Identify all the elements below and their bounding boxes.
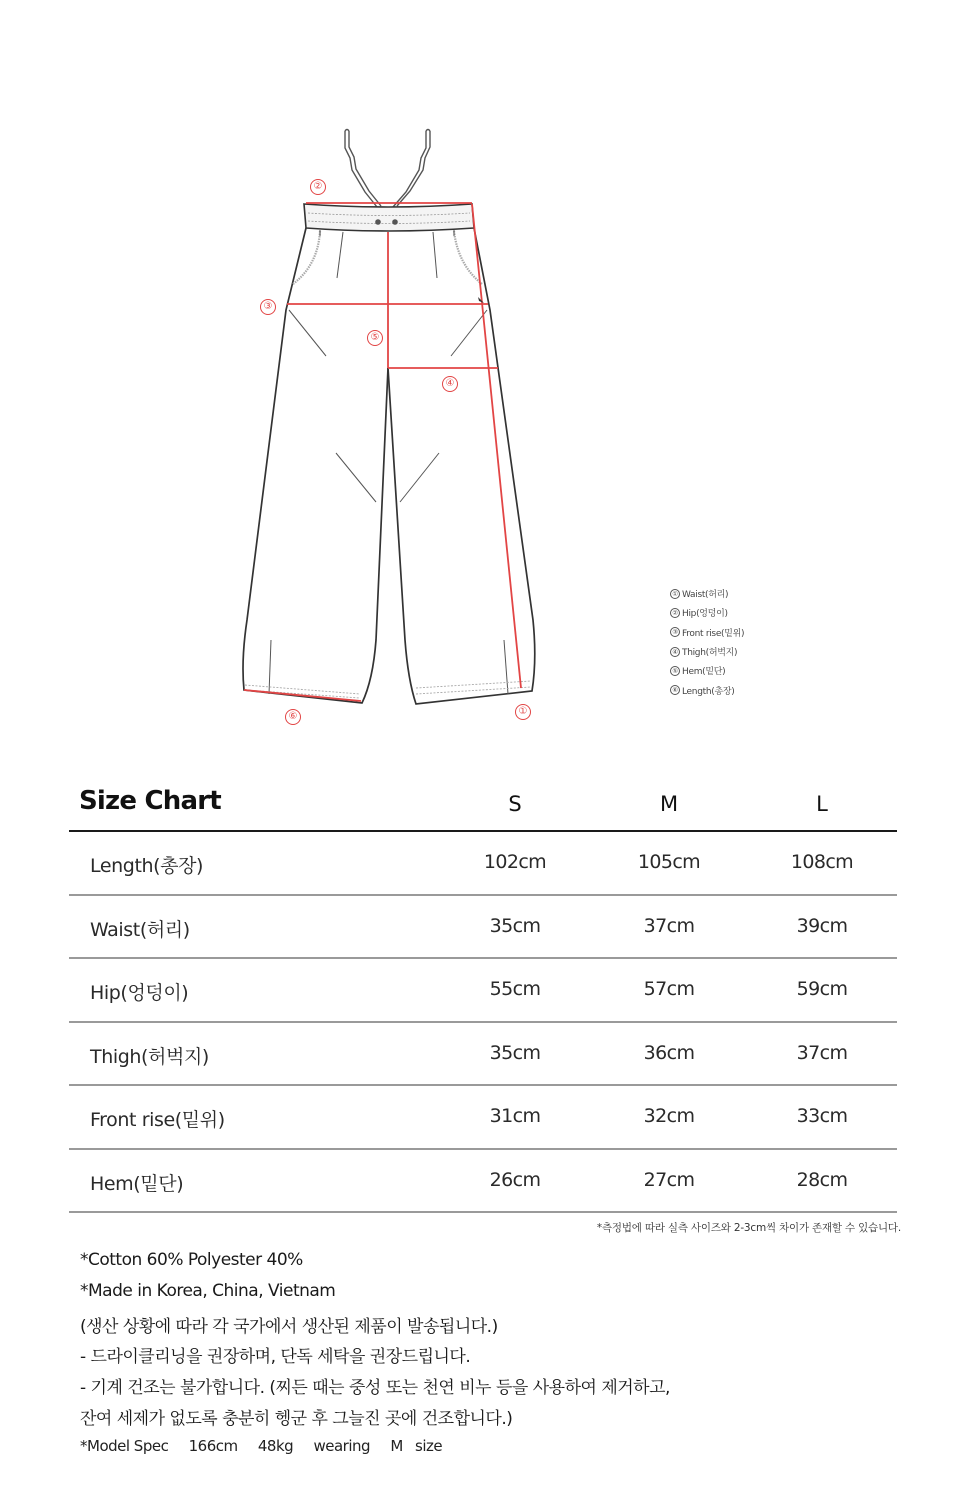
legend-item-hem: ⑤ Hem(밑단) xyxy=(670,661,744,680)
measurement-legend xyxy=(670,584,744,700)
model-size-suffix: size xyxy=(415,1436,443,1455)
row-label: Front rise(밑위) xyxy=(90,1109,225,1131)
origin-detail-note: (생산 상황에 따라 각 국가에서 생산된 제품이 발송됩니다.) xyxy=(80,1316,498,1337)
cell-s: 26cm xyxy=(489,1168,541,1191)
marker-4: ④ xyxy=(442,376,458,392)
table-row-front-rise xyxy=(69,1086,897,1150)
cell-s: 31cm xyxy=(489,1105,541,1127)
legend-item-thigh: ④ Thigh(허벅지) xyxy=(670,642,744,661)
pants-measurement-diagram xyxy=(0,0,962,740)
model-size: M xyxy=(390,1436,403,1455)
cell-m: 105cm xyxy=(637,851,701,873)
cell-s: 35cm xyxy=(489,1041,541,1064)
row-label: Thigh(허벅지) xyxy=(90,1045,209,1068)
size-chart-table xyxy=(69,780,897,1213)
cell-s: 102cm xyxy=(483,851,547,873)
marker-1: ① xyxy=(515,704,531,720)
table-row-waist xyxy=(69,896,897,960)
table-row-hip xyxy=(69,959,897,1023)
cell-m: 32cm xyxy=(643,1105,695,1127)
model-height: 166cm xyxy=(188,1436,238,1455)
cell-l: 108cm xyxy=(790,851,854,873)
marker-3: ③ xyxy=(260,299,276,315)
care-note-dryclean: - 드라이클리닝을 권장하며, 단독 세탁을 권장드립니다. xyxy=(80,1347,471,1368)
cell-s: 35cm xyxy=(489,914,541,937)
cell-l: 28cm xyxy=(796,1168,848,1191)
marker-6: ⑥ xyxy=(285,709,301,725)
marker-2: ② xyxy=(310,179,326,195)
model-wearing: wearing xyxy=(313,1436,371,1455)
column-header-m: M xyxy=(659,792,679,816)
table-row-length xyxy=(69,832,897,896)
legend-item-waist: ① Waist(허리) xyxy=(670,584,744,603)
cell-m: 57cm xyxy=(643,978,695,1000)
waistband xyxy=(304,204,474,231)
model-weight: 48kg xyxy=(257,1436,294,1455)
measurement-lines xyxy=(244,203,521,701)
column-header-l: L xyxy=(816,792,828,816)
care-note-drying: - 기계 건조는 불가합니다. (찌든 때는 중성 또는 천연 비누 등을 사용하여 제거하고, xyxy=(80,1378,670,1399)
origin-note: *Made in Korea, China, Vietnam xyxy=(80,1280,336,1301)
care-note-drying-cont: 잔여 세제가 없도록 충분히 헹군 후 그늘진 곳에 건조합니다.) xyxy=(80,1408,513,1429)
cell-l: 33cm xyxy=(796,1105,848,1127)
cell-m: 37cm xyxy=(643,914,695,937)
row-label: Waist(허리) xyxy=(90,918,190,941)
size-chart-title: Size Chart xyxy=(79,786,221,816)
cell-s: 55cm xyxy=(489,978,541,1000)
table-row-thigh xyxy=(69,1023,897,1087)
table-row-hem xyxy=(69,1150,897,1214)
column-header-s: S xyxy=(508,792,522,816)
table-header xyxy=(69,780,897,832)
cell-m: 27cm xyxy=(643,1168,695,1191)
model-spec-label: *Model Spec xyxy=(80,1436,169,1455)
model-spec xyxy=(80,1437,670,1461)
pants-illustration xyxy=(0,0,962,740)
row-label: Hem(밑단) xyxy=(90,1172,184,1195)
legend-item-length: ⑥ Length(총장) xyxy=(670,680,744,699)
row-label: Length(총장) xyxy=(90,855,204,877)
legend-item-front-rise: ③ Front rise(밑위) xyxy=(670,623,744,642)
drawstring-icon xyxy=(345,130,430,208)
measurement-disclaimer: *측정법에 따라 실측 사이즈와 2-3cm씩 차이가 존재할 수 있습니다. xyxy=(596,1222,901,1234)
eyelet-icon xyxy=(392,219,398,225)
material-note: *Cotton 60% Polyester 40% xyxy=(80,1250,303,1270)
cell-l: 39cm xyxy=(796,914,848,937)
cell-l: 59cm xyxy=(796,978,848,1000)
legend-item-hip: ② Hip(엉덩이) xyxy=(670,603,744,622)
product-notes xyxy=(80,1250,670,1461)
eyelet-icon xyxy=(375,219,381,225)
marker-5: ⑤ xyxy=(367,330,383,346)
cell-m: 36cm xyxy=(643,1041,695,1064)
cell-l: 37cm xyxy=(796,1041,848,1064)
row-label: Hip(엉덩이) xyxy=(90,982,189,1004)
